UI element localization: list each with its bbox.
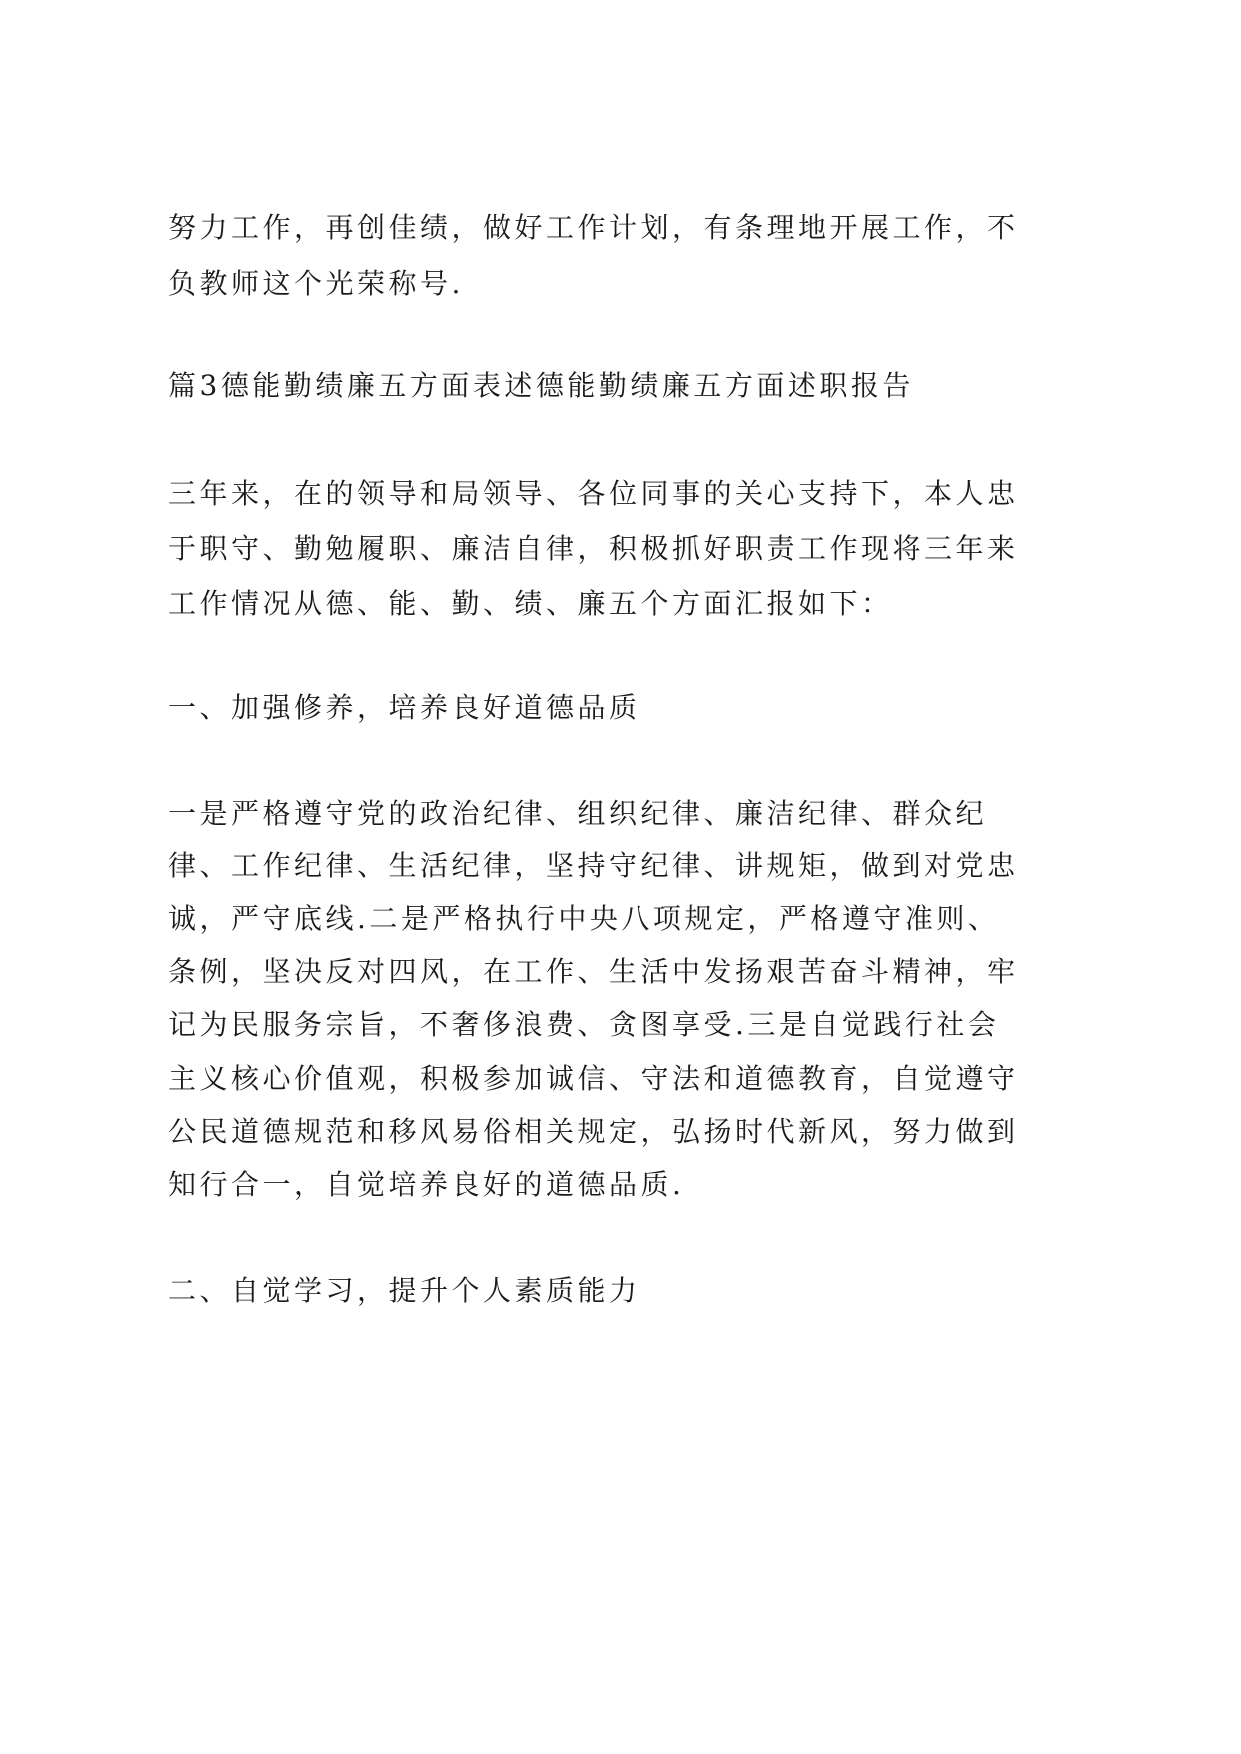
heading-one: 一、加强修养，培养良好道德品质 <box>168 691 641 724</box>
paragraph-1-line-2: 负教师这个光荣称号. <box>168 267 464 300</box>
paragraph-5-line-6: 主义核心价值观，积极参加诚信、守法和道德教育，自觉遵守 <box>168 1062 1019 1095</box>
paragraph-5-line-8: 知行合一，自觉培养良好的道德品质. <box>168 1168 685 1201</box>
paragraph-3-line-1: 三年来，在的领导和局领导、各位同事的关心支持下，本人忠 <box>168 477 1019 510</box>
paragraph-5-line-4: 条例，坚决反对四风，在工作、生活中发扬艰苦奋斗精神，牢 <box>168 955 1019 988</box>
paragraph-5-line-7: 公民道德规范和移风易俗相关规定，弘扬时代新风，努力做到 <box>168 1115 1019 1148</box>
paragraph-3-line-3: 工作情况从德、能、勤、绩、廉五个方面汇报如下： <box>168 587 893 620</box>
paragraph-3-line-2: 于职守、勤勉履职、廉洁自律，积极抓好职责工作现将三年来 <box>168 532 1019 565</box>
heading-two: 二、自觉学习，提升个人素质能力 <box>168 1274 641 1307</box>
paragraph-5-line-2: 律、工作纪律、生活纪律，坚持守纪律、讲规矩，做到对党忠 <box>168 849 1019 882</box>
paragraph-1-line-1: 努力工作，再创佳绩，做好工作计划，有条理地开展工作，不 <box>168 211 1019 244</box>
paragraph-5-line-3: 诚，严守底线.二是严格执行中央八项规定，严格遵守准则、 <box>168 902 1000 935</box>
paragraph-5-line-5: 记为民服务宗旨，不奢侈浪费、贪图享受.三是自觉践行社会 <box>168 1008 1000 1041</box>
paragraph-5-line-1: 一是严格遵守党的政治纪律、组织纪律、廉洁纪律、群众纪 <box>168 797 988 830</box>
section-title-pian-3: 篇3德能勤绩廉五方面表述德能勤绩廉五方面述职报告 <box>168 369 914 402</box>
